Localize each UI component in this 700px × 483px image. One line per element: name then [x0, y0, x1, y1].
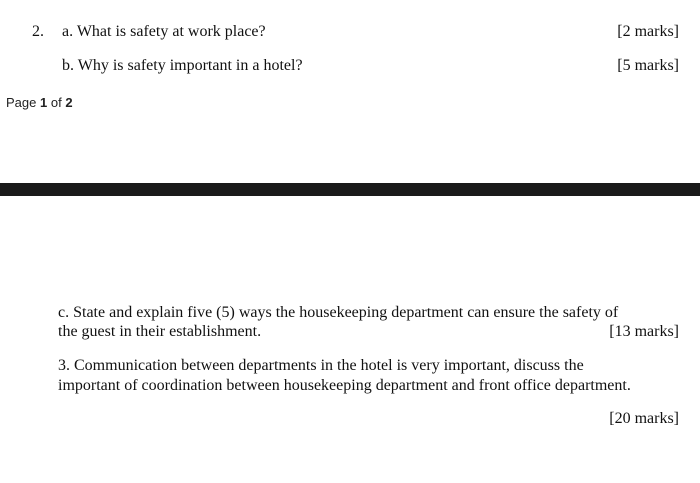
question-2c-marks: [13 marks] [609, 323, 679, 340]
page-footer [6, 95, 73, 111]
question-2a-text: a. What is safety at work place? [62, 23, 266, 40]
page-break-divider [0, 183, 700, 196]
question-2a-marks: [2 marks] [617, 23, 679, 40]
page-current: 1 [40, 95, 48, 110]
question-2c-line2: the guest in their establishment. [58, 323, 262, 340]
page-word: Page [6, 95, 37, 110]
question-2-number: 2. [32, 23, 44, 40]
question-3-line1: 3. Communication between departments in the hotel is very important, discuss the [58, 357, 584, 374]
question-2c-line1: c. State and explain five (5) ways the housekeeping department can ensure the safety of [58, 304, 619, 321]
of-word: of [50, 95, 62, 110]
question-2b-text: b. Why is safety important in a hotel? [62, 57, 303, 74]
question-3-marks: [20 marks] [609, 410, 679, 427]
question-3-line2: important of coordination between housekeeping department and front office department. [58, 377, 631, 394]
page-total: 2 [65, 95, 73, 110]
question-2b-marks: [5 marks] [617, 57, 679, 74]
